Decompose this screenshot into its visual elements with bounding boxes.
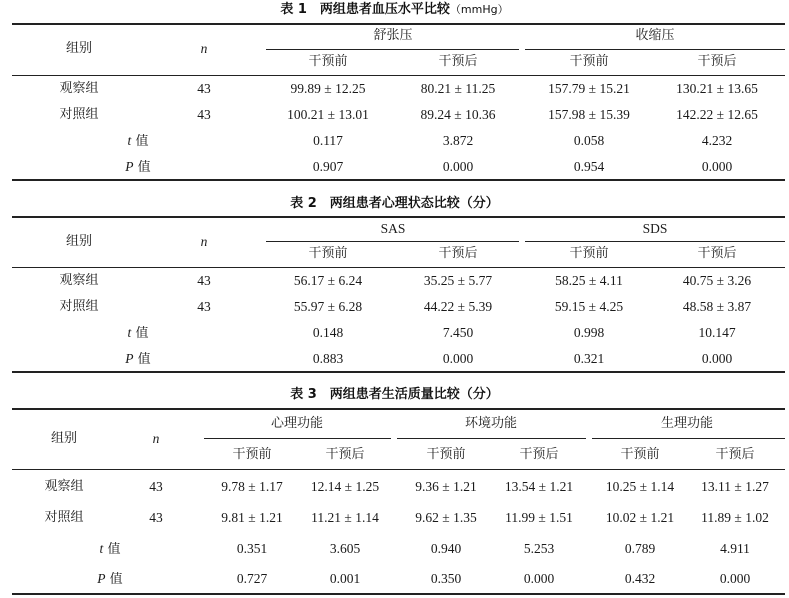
table-cell: 0.117 (313, 133, 343, 148)
table-3-subheader: 干预前 (426, 447, 466, 462)
table-cell: 142.22 ± 12.65 (676, 107, 758, 122)
table-cell: 0.000 (719, 571, 751, 586)
stat-symbol: P (125, 159, 134, 174)
stat-suffix: 值 (131, 134, 149, 149)
table-cell: 56.17 ± 6.24 (293, 273, 363, 288)
table-cell: 0.940 (430, 541, 462, 556)
table-cell: 11.99 ± 1.51 (505, 510, 573, 525)
stat-symbol: t (127, 133, 132, 148)
stat-suffix: 值 (103, 542, 121, 557)
table-1-subheader: 干预前 (308, 54, 348, 69)
table-2-metric-rule-2 (525, 241, 785, 242)
table-cell: 130.21 ± 13.65 (676, 81, 758, 96)
table-1-top-rule (12, 23, 785, 25)
table-1-metric-diastolic: 舒张压 (373, 28, 413, 43)
table-1-caption (0, 2, 789, 18)
table-3-top-rule (12, 408, 785, 410)
table-cell: 4.232 (701, 133, 733, 148)
table-cell: 9.78 ± 1.17 (221, 479, 283, 494)
table-2-bottom-rule (12, 371, 785, 373)
table-cell: 13.11 ± 1.27 (701, 479, 769, 494)
table-2-subheader: 干预后 (438, 246, 478, 261)
table-3-metric-psychological: 心理功能 (270, 416, 324, 431)
table-2-subheader: 干预后 (697, 246, 737, 261)
row-n: 43 (197, 81, 211, 96)
table-3-subheader: 干预前 (620, 447, 660, 462)
table-cell: 0.001 (329, 571, 361, 586)
table-3-subheader: 干预后 (325, 447, 365, 462)
stat-label (128, 133, 149, 150)
table-cell: 100.21 ± 13.01 (287, 107, 369, 122)
row-label: 观察组 (59, 81, 99, 96)
table-cell: 0.727 (236, 571, 268, 586)
table-cell: 10.02 ± 1.21 (605, 510, 675, 525)
table-cell: 0.000 (442, 351, 474, 366)
table-1-bottom-rule (12, 179, 785, 181)
stat-symbol: t (127, 325, 132, 340)
row-label: 对照组 (59, 107, 99, 122)
table-cell: 11.21 ± 1.14 (311, 510, 379, 525)
table-cell: 59.15 ± 4.25 (554, 299, 624, 314)
table-cell: 0.000 (523, 571, 555, 586)
table-cell: 11.89 ± 1.02 (701, 510, 769, 525)
table-1-metric-systolic: 收缩压 (635, 28, 675, 43)
stat-suffix: 值 (133, 160, 151, 175)
row-label: 观察组 (44, 479, 84, 494)
table-2-header-rule (12, 267, 785, 268)
table-2-subheader: 干预前 (569, 246, 609, 261)
table-3-bottom-rule (12, 593, 785, 595)
table-1-group-header: 组别 (65, 41, 93, 56)
table-cell: 0.350 (430, 571, 462, 586)
stat-suffix: 值 (133, 352, 151, 367)
stat-label (125, 159, 150, 176)
table-cell: 157.98 ± 15.39 (548, 107, 630, 122)
table-cell: 0.883 (312, 351, 344, 366)
row-label: 对照组 (44, 510, 84, 525)
table-cell: 40.75 ± 3.26 (682, 273, 752, 288)
table-cell: 7.450 (442, 325, 474, 340)
table-3-metric-physiological: 生理功能 (660, 416, 714, 431)
table-1-metric-rule-1 (266, 49, 519, 50)
table-2-metric-sds: SDS (642, 221, 668, 236)
stat-suffix: 值 (131, 326, 149, 341)
stat-symbol: P (97, 571, 106, 586)
table-cell: 55.97 ± 6.28 (293, 299, 363, 314)
table-cell: 13.54 ± 1.21 (504, 479, 574, 494)
table-cell: 0.148 (312, 325, 344, 340)
table-2-subheader: 干预前 (308, 246, 348, 261)
table-cell: 89.24 ± 10.36 (420, 107, 496, 122)
table-2-top-rule (12, 216, 785, 218)
table-cell: 58.25 ± 4.11 (555, 273, 623, 288)
table-cell: 157.79 ± 15.21 (548, 81, 630, 96)
row-n: 43 (197, 299, 211, 314)
table-1-caption-unit: （mmHg） (449, 3, 509, 16)
table-cell: 3.605 (329, 541, 361, 556)
stat-symbol: P (125, 351, 134, 366)
stat-symbol: t (99, 541, 104, 556)
table-cell: 0.000 (701, 159, 733, 174)
table-cell: 9.81 ± 1.21 (221, 510, 283, 525)
table-cell: 0.351 (236, 541, 268, 556)
table-cell: 0.907 (312, 159, 344, 174)
table-2-metric-rule-1 (266, 241, 519, 242)
table-cell: 99.89 ± 12.25 (290, 81, 366, 96)
table-cell: 0.321 (573, 351, 605, 366)
table-cell: 44.22 ± 5.39 (423, 299, 493, 314)
table-1-subheader: 干预后 (697, 54, 737, 69)
table-cell: 12.14 ± 1.25 (310, 479, 380, 494)
table-cell: 35.25 ± 5.77 (423, 273, 493, 288)
row-label: 对照组 (59, 299, 99, 314)
table-cell: 0.000 (701, 351, 733, 366)
table-3-n-header: n (152, 431, 160, 446)
table-1-n-header: n (200, 41, 208, 56)
stat-suffix: 值 (105, 572, 123, 587)
table-3-metric-rule-1 (204, 438, 391, 439)
table-3-metric-environmental: 环境功能 (464, 416, 518, 431)
stat-label (128, 325, 149, 342)
stat-label (125, 351, 150, 368)
stat-label (97, 571, 122, 588)
table-2-metric-sas: SAS (380, 221, 406, 236)
table-1-metric-rule-2 (525, 49, 785, 50)
table-2-group-header: 组别 (65, 234, 93, 249)
table-3-subheader: 干预后 (519, 447, 559, 462)
row-label: 观察组 (59, 273, 99, 288)
table-1-header-rule (12, 75, 785, 76)
table-cell: 0.998 (573, 325, 605, 340)
table-1-caption-text: 表 1 两组患者血压水平比较 (280, 2, 450, 17)
table-3-group-header: 组别 (50, 431, 78, 446)
table-3-metric-rule-2 (397, 438, 586, 439)
row-n: 43 (149, 479, 163, 494)
row-n: 43 (197, 273, 211, 288)
table-cell: 0.432 (624, 571, 656, 586)
table-cell: 0.954 (573, 159, 605, 174)
table-cell: 4.911 (720, 541, 750, 556)
table-cell: 9.36 ± 1.21 (415, 479, 477, 494)
row-n: 43 (149, 510, 163, 525)
table-cell: 3.872 (442, 133, 474, 148)
table-cell: 0.789 (624, 541, 656, 556)
table-cell: 0.058 (573, 133, 605, 148)
table-3-metric-rule-3 (592, 438, 785, 439)
table-1-subheader: 干预后 (438, 54, 478, 69)
table-cell: 10.25 ± 1.14 (605, 479, 675, 494)
table-cell: 80.21 ± 11.25 (420, 81, 496, 96)
table-3-caption: 表 3 两组患者生活质量比较（分） (290, 387, 499, 402)
table-cell: 0.000 (442, 159, 474, 174)
table-1-subheader: 干预前 (569, 54, 609, 69)
table-cell: 9.62 ± 1.35 (415, 510, 477, 525)
table-cell: 10.147 (698, 325, 736, 340)
table-2-n-header: n (200, 234, 208, 249)
table-cell: 48.58 ± 3.87 (682, 299, 752, 314)
stat-label (100, 541, 121, 558)
table-3-header-rule (12, 469, 785, 470)
row-n: 43 (197, 107, 211, 122)
table-3-subheader: 干预后 (715, 447, 755, 462)
table-cell: 5.253 (523, 541, 555, 556)
table-3-subheader: 干预前 (232, 447, 272, 462)
table-2-caption: 表 2 两组患者心理状态比较（分） (290, 196, 499, 211)
